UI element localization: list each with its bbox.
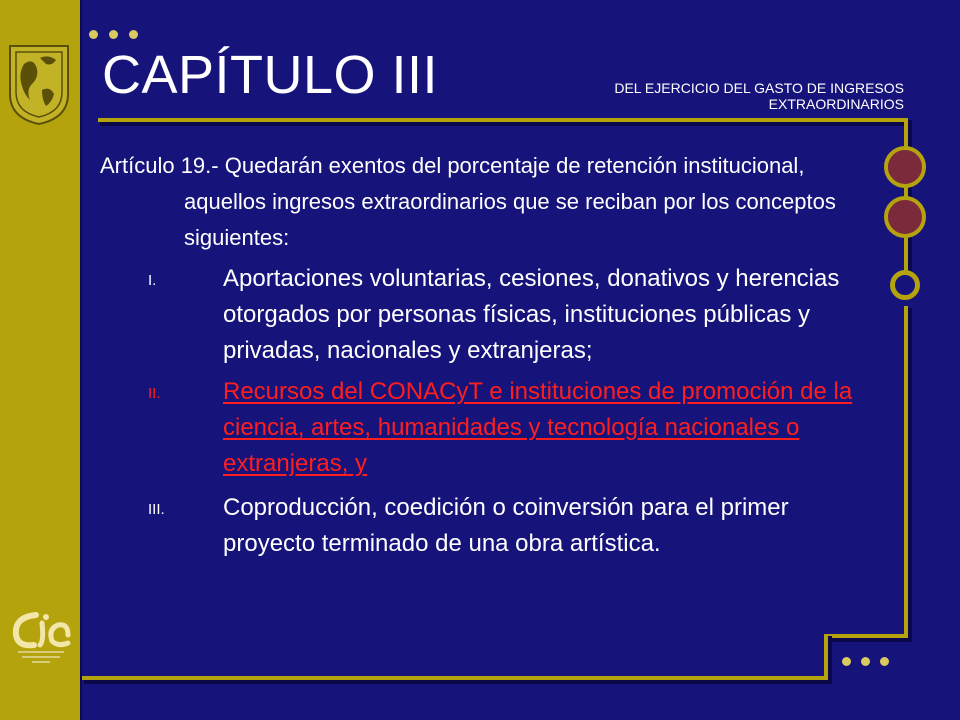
dot-top-3 bbox=[129, 30, 138, 39]
unam-seal-icon bbox=[6, 42, 72, 126]
list-item[interactable] bbox=[100, 374, 880, 482]
dot-bottom-2 bbox=[861, 657, 870, 666]
dot-top-2 bbox=[109, 30, 118, 39]
article-paragraph: Artículo 19.- Quedarán exentos del porcentaje de retención institucional, aquellos ingresos extraordinarios que se reciban por los conceptos siguientes: bbox=[100, 153, 836, 250]
list-item-text: Coproducción, coedición o coinversión para el primer proyecto terminado de una obra artística. bbox=[223, 494, 789, 557]
list-item-number: III. bbox=[148, 501, 165, 518]
dot-top-1 bbox=[89, 30, 98, 39]
list-item-text: Aportaciones voluntarias, cesiones, donativos y herencias otorgados por personas físicas, instituciones públicas y privadas, nacionales y extranjeras; bbox=[223, 265, 840, 364]
left-bar-edge bbox=[80, 0, 82, 720]
list-item-number: II. bbox=[148, 385, 161, 402]
frame-line-inner-h bbox=[824, 634, 908, 638]
decor-circle-3 bbox=[890, 270, 920, 300]
dot-bottom-1 bbox=[842, 657, 851, 666]
frame-line-top bbox=[98, 118, 906, 122]
slide-body bbox=[100, 148, 880, 562]
dot-bottom-3 bbox=[880, 657, 889, 666]
list-item bbox=[100, 490, 880, 562]
list-item-link-text[interactable]: Recursos del CONACyT e instituciones de promoción de la ciencia, artes, humanidades y tecnología nacionales o extranjeras, y bbox=[223, 378, 853, 477]
frame-line-right-bottom bbox=[904, 306, 908, 636]
cie-logo-icon bbox=[6, 605, 76, 665]
slide-subtitle: DEL EJERCICIO DEL GASTO DE INGRESOS EXTRAORDINARIOS bbox=[614, 80, 904, 112]
frame-line-bottom bbox=[82, 676, 828, 680]
slide-title: CAPÍTULO III bbox=[102, 45, 439, 105]
decor-circle-2 bbox=[884, 196, 926, 238]
list-item-number: I. bbox=[148, 272, 157, 289]
decor-circle-1 bbox=[884, 146, 926, 188]
list-item bbox=[100, 261, 880, 369]
frame-line-inner-v bbox=[824, 634, 828, 678]
